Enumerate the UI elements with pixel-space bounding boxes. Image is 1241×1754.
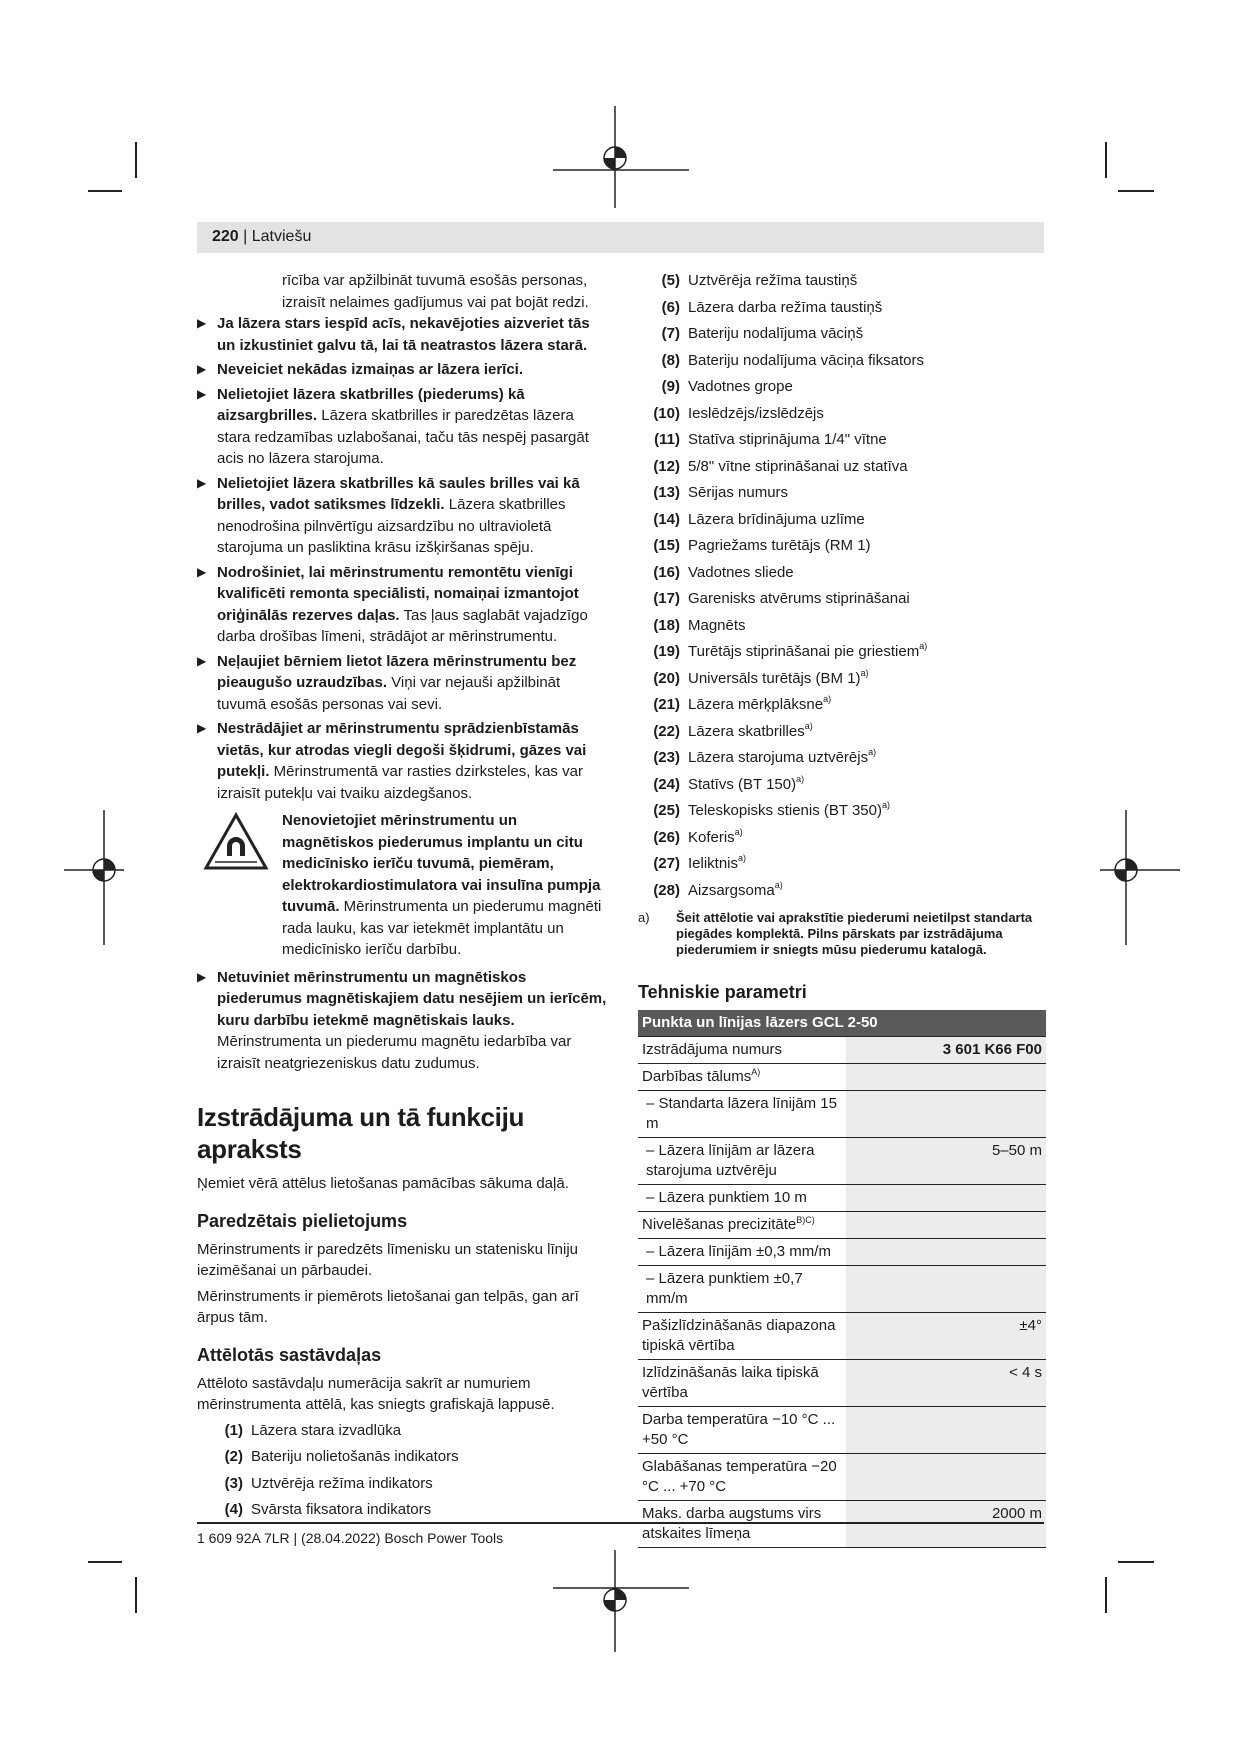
section-intro: Ņemiet vērā attēlus lietošanas pamācības sākuma daļā. xyxy=(197,1175,569,1192)
component-item xyxy=(638,429,1046,456)
bullet-arrow-icon: ▶ xyxy=(197,362,207,376)
component-number: (10) xyxy=(653,404,680,422)
component-label: Ieslēdzējs/izslēdzējs xyxy=(688,404,824,422)
usage-title: Paredzētais pielietojums xyxy=(197,1210,408,1231)
row-value xyxy=(846,1454,1046,1501)
warning-bold: Neļaujiet bērniem lietot lāzera mērinstrumentu bez pieaugušo uzraudzības. xyxy=(217,652,577,691)
row-value: ±4° xyxy=(846,1313,1046,1360)
component-number: (22) xyxy=(653,722,680,740)
registration-mark-right xyxy=(1100,810,1180,945)
component-item xyxy=(638,297,1046,324)
usage-paragraph: Mērinstruments ir piemērots lietošanai gan telpās, gan arī ārpus tām. xyxy=(197,1287,579,1326)
row-label: Maks. darba augstums virs atskaites līmeņa xyxy=(638,1501,846,1548)
component-number: (20) xyxy=(653,669,680,687)
warning-text: Lāzera skatbrilles nenodrošina pilnvērtīgu aizsardzību no ultravioletā starojuma un pasliktina krāsu izšķiršanas spēju. xyxy=(217,496,566,556)
row-value: 5–50 m xyxy=(846,1138,1046,1185)
component-sup: a) xyxy=(734,826,743,837)
bullet-arrow-icon: ▶ xyxy=(197,564,207,579)
component-label: Koferis$^{a)}$ xyxy=(688,826,743,846)
component-label: Magnēts xyxy=(688,616,746,634)
warning-item xyxy=(197,384,607,470)
component-label: Vadotnes sliede xyxy=(688,563,794,581)
component-item xyxy=(638,774,1046,801)
tech-table-row xyxy=(638,1407,1046,1454)
component-number: (11) xyxy=(654,431,680,448)
magnet-warning xyxy=(197,810,607,961)
row-value xyxy=(846,1212,1046,1239)
component-sup: a) xyxy=(804,720,813,731)
component-label: Garenisks atvērums stiprināšanai xyxy=(688,590,910,607)
component-number: (8) xyxy=(661,351,680,369)
component-item xyxy=(638,668,1046,695)
component-label: 5/8" vītne stiprināšanai uz statīva xyxy=(688,457,908,475)
component-sup: a) xyxy=(919,641,928,651)
row-label: Izlīdzināšanās laika tipiskā vērtība xyxy=(638,1360,846,1407)
magnet-warning-icon xyxy=(203,812,269,872)
component-number: (27) xyxy=(653,855,680,872)
component-item xyxy=(638,800,1046,827)
row-label: Nivelēšanas precizitāte$^{B)C)}$ xyxy=(638,1212,846,1239)
component-number: (25) xyxy=(653,802,680,819)
component-label: Universāls turētājs (BM 1)$^{a)}$ xyxy=(688,667,869,687)
row-label: Darbības tālums$^{A)}$ xyxy=(638,1064,846,1091)
component-label: Lāzera mērķplāksne$^{a)}$ xyxy=(688,694,832,713)
component-number: (3) xyxy=(224,1474,243,1492)
magnet-warning-bold: Nenovietojiet mērinstrumentu un magnētiskos piederumus implantu un citu medicīnisko ierīču tuvumā, piemēram, elektrokardiostimulatora vai insulīna pumpja tuvumā. xyxy=(282,812,601,915)
row-value xyxy=(846,1185,1046,1212)
component-number: (24) xyxy=(653,775,680,793)
component-sup: a) xyxy=(774,879,783,890)
component-item xyxy=(638,721,1046,748)
component-sup: a) xyxy=(860,667,869,678)
component-item xyxy=(638,562,1046,589)
component-item xyxy=(197,1446,607,1473)
warning-item xyxy=(197,651,607,716)
component-label: Vadotnes grope xyxy=(688,378,793,395)
warning-bold: Neveiciet nekādas izmaiņas ar lāzera ierīci. xyxy=(217,361,524,378)
row-label: – Lāzera līnijām ar lāzera starojuma uztvērēju xyxy=(638,1138,846,1185)
component-label: Uztvērēja režīma indikators xyxy=(251,1474,433,1492)
component-number: (23) xyxy=(653,749,680,766)
registration-mark-top xyxy=(553,106,689,208)
usage-paragraph: Mērinstruments ir paredzēts līmenisku un statenisku līniju iezimēšanai un pārbaudei. xyxy=(197,1240,578,1279)
row-value: 3 601 K66 F00 xyxy=(846,1037,1046,1064)
warning-text: Mērinstrumentā var rasties dzirksteles, kas var izraisīt putekļu vai tvaiku aizdegšanos. xyxy=(217,763,583,802)
component-item xyxy=(638,641,1046,668)
registration-mark-left xyxy=(64,810,124,945)
tech-table-row xyxy=(638,1138,1046,1185)
component-label: Bateriju nolietošanās indikators xyxy=(251,1448,459,1465)
header-language: Latviešu xyxy=(251,228,312,245)
components-list-right xyxy=(638,270,1046,906)
crop-mark xyxy=(1105,1577,1107,1613)
row-value xyxy=(846,1091,1046,1138)
row-label: – Lāzera punktiem 10 m xyxy=(638,1185,846,1212)
header-bar xyxy=(197,222,1044,253)
warning-item xyxy=(197,562,607,648)
bullet-arrow-icon: ▶ xyxy=(197,316,207,330)
tech-table-row xyxy=(638,1313,1046,1360)
row-label: – Standarta lāzera līnijām 15 m xyxy=(638,1091,846,1138)
components-title: Attēlotās sastāvdaļas xyxy=(197,1344,382,1365)
crop-mark xyxy=(135,1577,137,1613)
component-number: (18) xyxy=(653,616,680,634)
component-label: Lāzera brīdinājuma uzlīme xyxy=(688,510,865,528)
component-item xyxy=(638,509,1046,536)
warning-item xyxy=(197,359,607,381)
bullet-arrow-icon: ▶ xyxy=(197,653,207,668)
tech-table-row xyxy=(638,1212,1046,1239)
component-label: Aizsargsoma$^{a)}$ xyxy=(688,879,783,899)
warning-bold: Ja lāzera stars iespīd acīs, nekavējoties aizveriet tās un izkustiniet galvu tā, lai tā neatrastos lāzera starā. xyxy=(217,315,590,354)
tech-table-row xyxy=(638,1185,1046,1212)
row-label: Glabāšanas temperatūra −20 °C ... +70 °C xyxy=(638,1454,846,1501)
row-value: 2000 m xyxy=(846,1501,1046,1548)
component-number: (6) xyxy=(661,298,680,316)
bullet-arrow-icon: ▶ xyxy=(197,721,207,735)
component-label: Ieliktnis$^{a)}$ xyxy=(688,853,747,872)
component-item xyxy=(197,1420,607,1447)
row-value xyxy=(846,1407,1046,1454)
continuation-text: rīcība var apžilbināt tuvumā esošās personas, izraisīt nelaimes gadījumus vai pat bojāt redzi. xyxy=(282,272,589,311)
components-intro: Attēloto sastāvdaļu numerācija sakrīt ar numuriem mērinstrumenta attēlā, kas sniegts grafiskajā lappusē. xyxy=(197,1374,555,1413)
component-label: Statīva stiprinājuma 1/4" vītne xyxy=(688,431,887,448)
component-sup: a) xyxy=(881,800,890,810)
right-column xyxy=(638,270,1046,1548)
component-item xyxy=(638,880,1046,907)
tech-table-row xyxy=(638,1064,1046,1091)
component-number: (26) xyxy=(653,828,680,846)
section-title: Izstrādājuma un tā funkciju apraksts xyxy=(197,1102,525,1164)
warning-bold: Nelietojiet lāzera skatbrilles kā saules brilles vai kā brilles, vadot satiksmes līdzekli. xyxy=(217,474,580,513)
warning-bold: Nodrošiniet, lai mērinstrumentu remontētu vienīgi kvalificēti remonta speciālisti, nomaiņai izmantojot oriģinālās rezerves daļas. xyxy=(217,563,579,624)
component-item xyxy=(638,535,1046,562)
component-sup: a) xyxy=(738,853,747,863)
component-sup: a) xyxy=(868,747,877,757)
warning-item xyxy=(197,473,607,559)
component-label: Turētājs stiprināšanai pie griestiem$^{a)}$ xyxy=(688,641,928,660)
crop-mark xyxy=(135,142,137,178)
data-warning-bold: Netuviniet mērinstrumentu un magnētiskos piederumus magnētiskajiem datu nesējiem un ierīcēm, kuru darbību ietekmē magnētiskais lauks. xyxy=(217,968,607,1029)
component-number: (1) xyxy=(224,1421,243,1439)
tech-title: Tehniskie parametri xyxy=(638,982,807,1002)
component-item xyxy=(638,747,1046,774)
component-number: (4) xyxy=(224,1501,243,1518)
component-label: Statīvs (BT 150)$^{a)}$ xyxy=(688,773,805,793)
tech-table-row xyxy=(638,1360,1046,1407)
left-column xyxy=(197,270,607,1526)
component-item xyxy=(638,403,1046,430)
warning-item xyxy=(197,718,607,804)
component-item xyxy=(638,323,1046,350)
tech-table-row xyxy=(638,1239,1046,1266)
component-number: (14) xyxy=(653,510,680,528)
row-value xyxy=(846,1064,1046,1091)
component-sup: a) xyxy=(796,773,805,784)
crop-mark xyxy=(1118,1561,1154,1563)
crop-mark xyxy=(1105,142,1107,178)
component-item xyxy=(638,456,1046,483)
crop-mark xyxy=(88,190,122,192)
component-number: (17) xyxy=(653,590,680,607)
warning-text: Viņi var nejauši apžilbināt tuvumā esošās personas vai sevi. xyxy=(217,674,561,713)
component-item xyxy=(638,482,1046,509)
row-value xyxy=(846,1239,1046,1266)
page-header: 220 | Latviešu xyxy=(212,228,312,245)
component-label: Lāzera darba režīma taustiņš xyxy=(688,298,883,316)
registration-mark-bottom xyxy=(553,1550,689,1652)
component-number: (13) xyxy=(653,484,680,501)
component-number: (12) xyxy=(653,457,680,475)
row-label: Pašizlīdzināšanās diapazona tipiskā vērtība xyxy=(638,1313,846,1360)
footnote-text: Šeit attēlotie vai aprakstītie piederumi neietilpst standarta piegādes komplektā. Pilns pārskats par izstrādājuma piederumiem ir sniegts mūsu piederumu katalogā. xyxy=(676,910,1033,957)
component-item xyxy=(638,615,1046,642)
component-label: Pagriežams turētājs (RM 1) xyxy=(688,537,871,554)
component-item xyxy=(638,853,1046,880)
magnet-warning-text: Mērinstrumenta un piederumu magnēti rada lauku, kas var ietekmēt implantātu un medicīnisko ierīču darbību. xyxy=(282,898,602,958)
component-number: (15) xyxy=(653,537,680,554)
component-label: Lāzera skatbrilles$^{a)}$ xyxy=(688,720,813,740)
crop-mark xyxy=(1118,190,1154,192)
component-label: Lāzera stara izvadlūka xyxy=(251,1421,402,1439)
component-number: (9) xyxy=(661,378,680,395)
component-label: Teleskopisks stienis (BT 350)$^{a)}$ xyxy=(688,800,890,819)
footer-rule xyxy=(197,1522,1044,1524)
row-label: – Lāzera līnijām ±0,3 mm/m xyxy=(638,1239,846,1266)
tech-table-row xyxy=(638,1266,1046,1313)
component-label: Bateriju nodalījuma vāciņš xyxy=(688,325,864,342)
bullet-arrow-icon: ▶ xyxy=(197,969,207,984)
footnote-label: a) xyxy=(638,910,650,925)
component-item xyxy=(638,270,1046,297)
tech-table-row xyxy=(638,1091,1046,1138)
component-number: (7) xyxy=(661,325,680,342)
accessories-footnote xyxy=(638,910,1046,958)
warning-item xyxy=(197,313,607,356)
component-label: Uztvērēja režīma taustiņš xyxy=(688,272,858,289)
component-label: Svārsta fiksatora indikators xyxy=(251,1501,432,1518)
row-label: Darba temperatūra −10 °C ... +50 °C xyxy=(638,1407,846,1454)
tech-table xyxy=(638,1010,1046,1548)
warning-text: Tas ļaus saglabāt vajadzīgo darba drošības līmeni, strādājot ar mērinstrumentu. xyxy=(217,606,588,645)
footer-text: 1 609 92A 7LR | (28.04.2022) Bosch Power Tools xyxy=(197,1530,504,1546)
component-label: Bateriju nodalījuma vāciņa fiksators xyxy=(688,351,924,369)
component-number: (19) xyxy=(653,643,680,660)
component-number: (28) xyxy=(653,881,680,899)
component-item xyxy=(638,588,1046,615)
bullet-arrow-icon: ▶ xyxy=(197,475,207,490)
component-label: Lāzera starojuma uztvērējs$^{a)}$ xyxy=(688,747,877,766)
bullet-arrow-icon: ▶ xyxy=(197,386,207,401)
component-item xyxy=(638,376,1046,403)
tech-table-row xyxy=(638,1037,1046,1064)
page-number: 220 xyxy=(212,228,239,245)
row-value: < 4 s xyxy=(846,1360,1046,1407)
data-warning-text: Mērinstrumenta un piederumu magnētu iedarbība var izraisīt neatgriezeniskus datu zudumus. xyxy=(217,1033,572,1072)
warning-text: Lāzera skatbrilles ir paredzētas lāzera stara redzamības uzlabošanai, taču tās nespēj pasargāt acis no lāzera starojuma. xyxy=(217,407,589,467)
row-value xyxy=(846,1266,1046,1313)
row-label: Izstrādājuma numurs xyxy=(638,1037,846,1064)
data-warning xyxy=(197,967,607,1075)
tech-table-row xyxy=(638,1501,1046,1548)
warning-list xyxy=(197,313,607,804)
component-sup: a) xyxy=(823,694,832,704)
row-label: – Lāzera punktiem ±0,7 mm/m xyxy=(638,1266,846,1313)
warning-bold: Nelietojiet lāzera skatbrilles (piederums) kā aizsargbrilles. xyxy=(217,385,525,424)
component-item xyxy=(638,350,1046,377)
component-item xyxy=(197,1473,607,1500)
tech-table-header xyxy=(638,1010,1046,1037)
warning-bold: Nestrādājiet ar mērinstrumentu sprādzienbīstamās vietās, kur atrodas viegli degoši šķidrumi, gāzes vai putekļi. xyxy=(217,720,587,780)
component-number: (5) xyxy=(661,272,680,289)
component-label: Sērijas numurs xyxy=(688,484,789,501)
table-header-cell: Punkta un līnijas lāzers GCL 2-50 xyxy=(638,1010,1046,1037)
component-item xyxy=(638,694,1046,721)
crop-mark xyxy=(88,1561,122,1563)
component-item xyxy=(638,827,1046,854)
components-list-left xyxy=(197,1420,607,1526)
component-number: (16) xyxy=(653,563,680,581)
tech-table-row xyxy=(638,1454,1046,1501)
component-number: (2) xyxy=(224,1448,243,1465)
component-number: (21) xyxy=(653,696,680,713)
